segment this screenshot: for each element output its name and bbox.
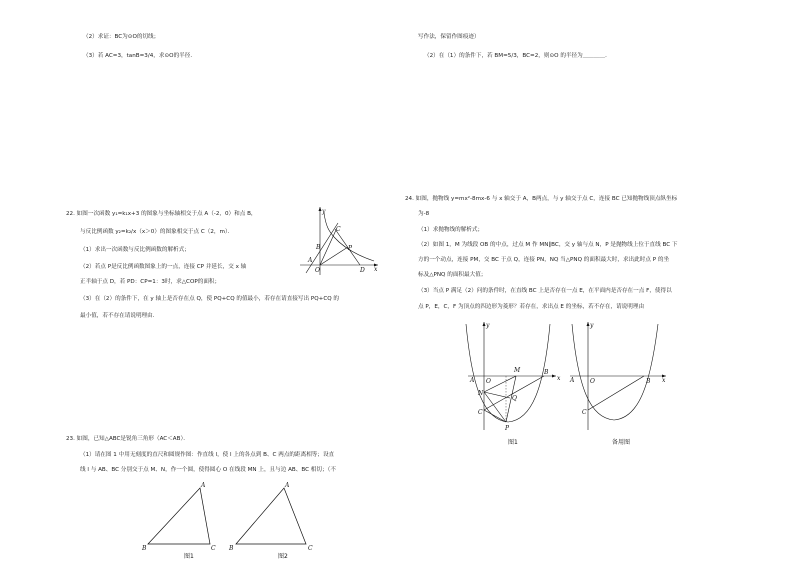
- q22-line3: （1）求出一次函数与反比例函数的解析式；: [80, 247, 190, 253]
- q24-spare-caption: 备用图: [612, 439, 631, 446]
- label-C: C: [336, 226, 341, 233]
- fig1-label-A: A: [201, 482, 206, 489]
- q22-line7: 最小值，若不存在请说明理由．: [80, 313, 159, 319]
- spare-label-O: O: [590, 378, 595, 385]
- q24-line1: 24. 如图，抛物线 y=mx²-8mx-6 与 x 轴交于 A，B两点，与 y 轴交于点 C，连接 BC 已知抛物线顶点纵坐标: [405, 196, 678, 202]
- q24f1-label-N: N: [478, 390, 484, 397]
- q22-line1: 22. 如图一次函数 y₁=k₁x+3 的图象与坐标轴相交于点 A（-2，0）和点 B，: [66, 211, 257, 217]
- fig1-caption: 图1: [184, 553, 194, 560]
- label-x: x: [374, 266, 378, 273]
- q22-line2: 与反比例函数 y₂=k₂/x（x＞0）的图象相交于点 C（2，m）．: [80, 229, 234, 235]
- q24-spare-figure: [566, 318, 670, 448]
- spare-label-B: B: [646, 378, 651, 385]
- q21-part2: （2）求证：BC为⊙O的切线；: [83, 34, 160, 40]
- q24f1-label-C: C: [478, 409, 483, 416]
- q22-coordinate-figure: [298, 205, 380, 277]
- q24-line6: 标及△PNQ 的面积最大值；: [418, 272, 487, 278]
- q24f1-label-y: y: [486, 322, 490, 329]
- q24-fig1-caption: 图1: [508, 439, 518, 446]
- fig2-label-C: C: [308, 545, 313, 552]
- fig2-label-B: B: [229, 545, 234, 552]
- q24f1-label-x: x: [557, 375, 561, 382]
- spare-label-y: y: [590, 322, 594, 329]
- q24-line2: 为-8: [418, 211, 430, 217]
- label-D: D: [360, 267, 365, 274]
- q24f1-label-A: A: [470, 377, 475, 384]
- fig1-label-B: B: [142, 545, 147, 552]
- spare-label-C: C: [582, 409, 587, 416]
- q24-line3: （1）求抛物线的解析式；: [418, 227, 484, 233]
- q21-part3: （3）若 AC=3，tanB=3/4，求⊙O的半径．: [83, 53, 196, 59]
- spare-label-A: A: [570, 377, 575, 384]
- fig2-label-A: A: [285, 482, 290, 489]
- q23-part2: （2）在（1）的条件下，若 BM=5/3，BC=2，则⊙O 的半径为＿＿＿＿．: [424, 53, 611, 59]
- q24f1-label-B: B: [544, 369, 549, 376]
- label-O: O: [315, 267, 320, 274]
- q23-continuation: 写作法，保留作图痕迹）: [418, 34, 480, 40]
- q24-line7: （3）当点 P 满足（2）问的条件时，在直线 BC 上是否存在一点 E，在平面内是否存在一点 F，使得以: [418, 288, 672, 294]
- q24f1-label-Q: Q: [512, 395, 517, 402]
- fig2-caption: 图2: [278, 553, 288, 560]
- q24f1-label-O: O: [486, 378, 491, 385]
- q24f1-label-P: P: [505, 425, 510, 432]
- spare-label-x: x: [662, 377, 666, 384]
- label-y: y: [322, 208, 326, 215]
- q23-line2: （1）请在图 1 中用无刻度的直尺和圆规作图：作直线 l，使 l 上的各点到 B、C 两点的距离相等；设直: [80, 452, 335, 458]
- label-B: B: [316, 244, 321, 251]
- q23-figure-2: [226, 478, 316, 560]
- q23-line1: 23. 如图，已知△ABC是锐角三角形（AC＜AB）．: [66, 436, 189, 442]
- q24f1-label-M: M: [514, 367, 521, 374]
- q24-figure-1: [462, 318, 562, 448]
- q23-line3: 线 l 与 AB、BC 分别交于点 M、N，作一个圆，使得圆心 O 在线段 MN 上，且与边 AB、BC 相切；（不: [80, 467, 336, 473]
- label-P: P: [348, 245, 353, 252]
- q22-line4: （2）若点 P是反比例函数图象上的一点，连接 CP 并延长，交 x 轴: [80, 264, 247, 270]
- q23-figure-1: [140, 478, 220, 560]
- q24-line5: 方的一个动点，连接 PM，交 BC 于点 Q，连接 PN，NQ 当△PNQ 的面积最大时，求出此时点 P 的坐: [418, 257, 670, 263]
- q22-line6: （3）在（2）的条件下，在 y 轴上是否存在点 Q，使 PQ+CQ 的值最小，若存在请直接写出 PQ+CQ 的: [80, 296, 340, 302]
- q24-line4: （2）如图 1，M 为线段 OB 的中点，过点 M 作 MN∥BC，交 y 轴与点 N，P 是抛物线上位于直线 BC 下: [418, 242, 678, 248]
- label-A: A: [308, 257, 313, 264]
- q24-line8: 点 P，E，C，F 为顶点的四边形为菱形？若存在，求出点 E 的坐标，若不存在，请说明理由: [418, 304, 645, 310]
- q22-line5: 正半轴于点 D，若 PD：CP=1：3时，求△COP的面积；: [80, 279, 221, 285]
- fig1-label-C: C: [211, 545, 216, 552]
